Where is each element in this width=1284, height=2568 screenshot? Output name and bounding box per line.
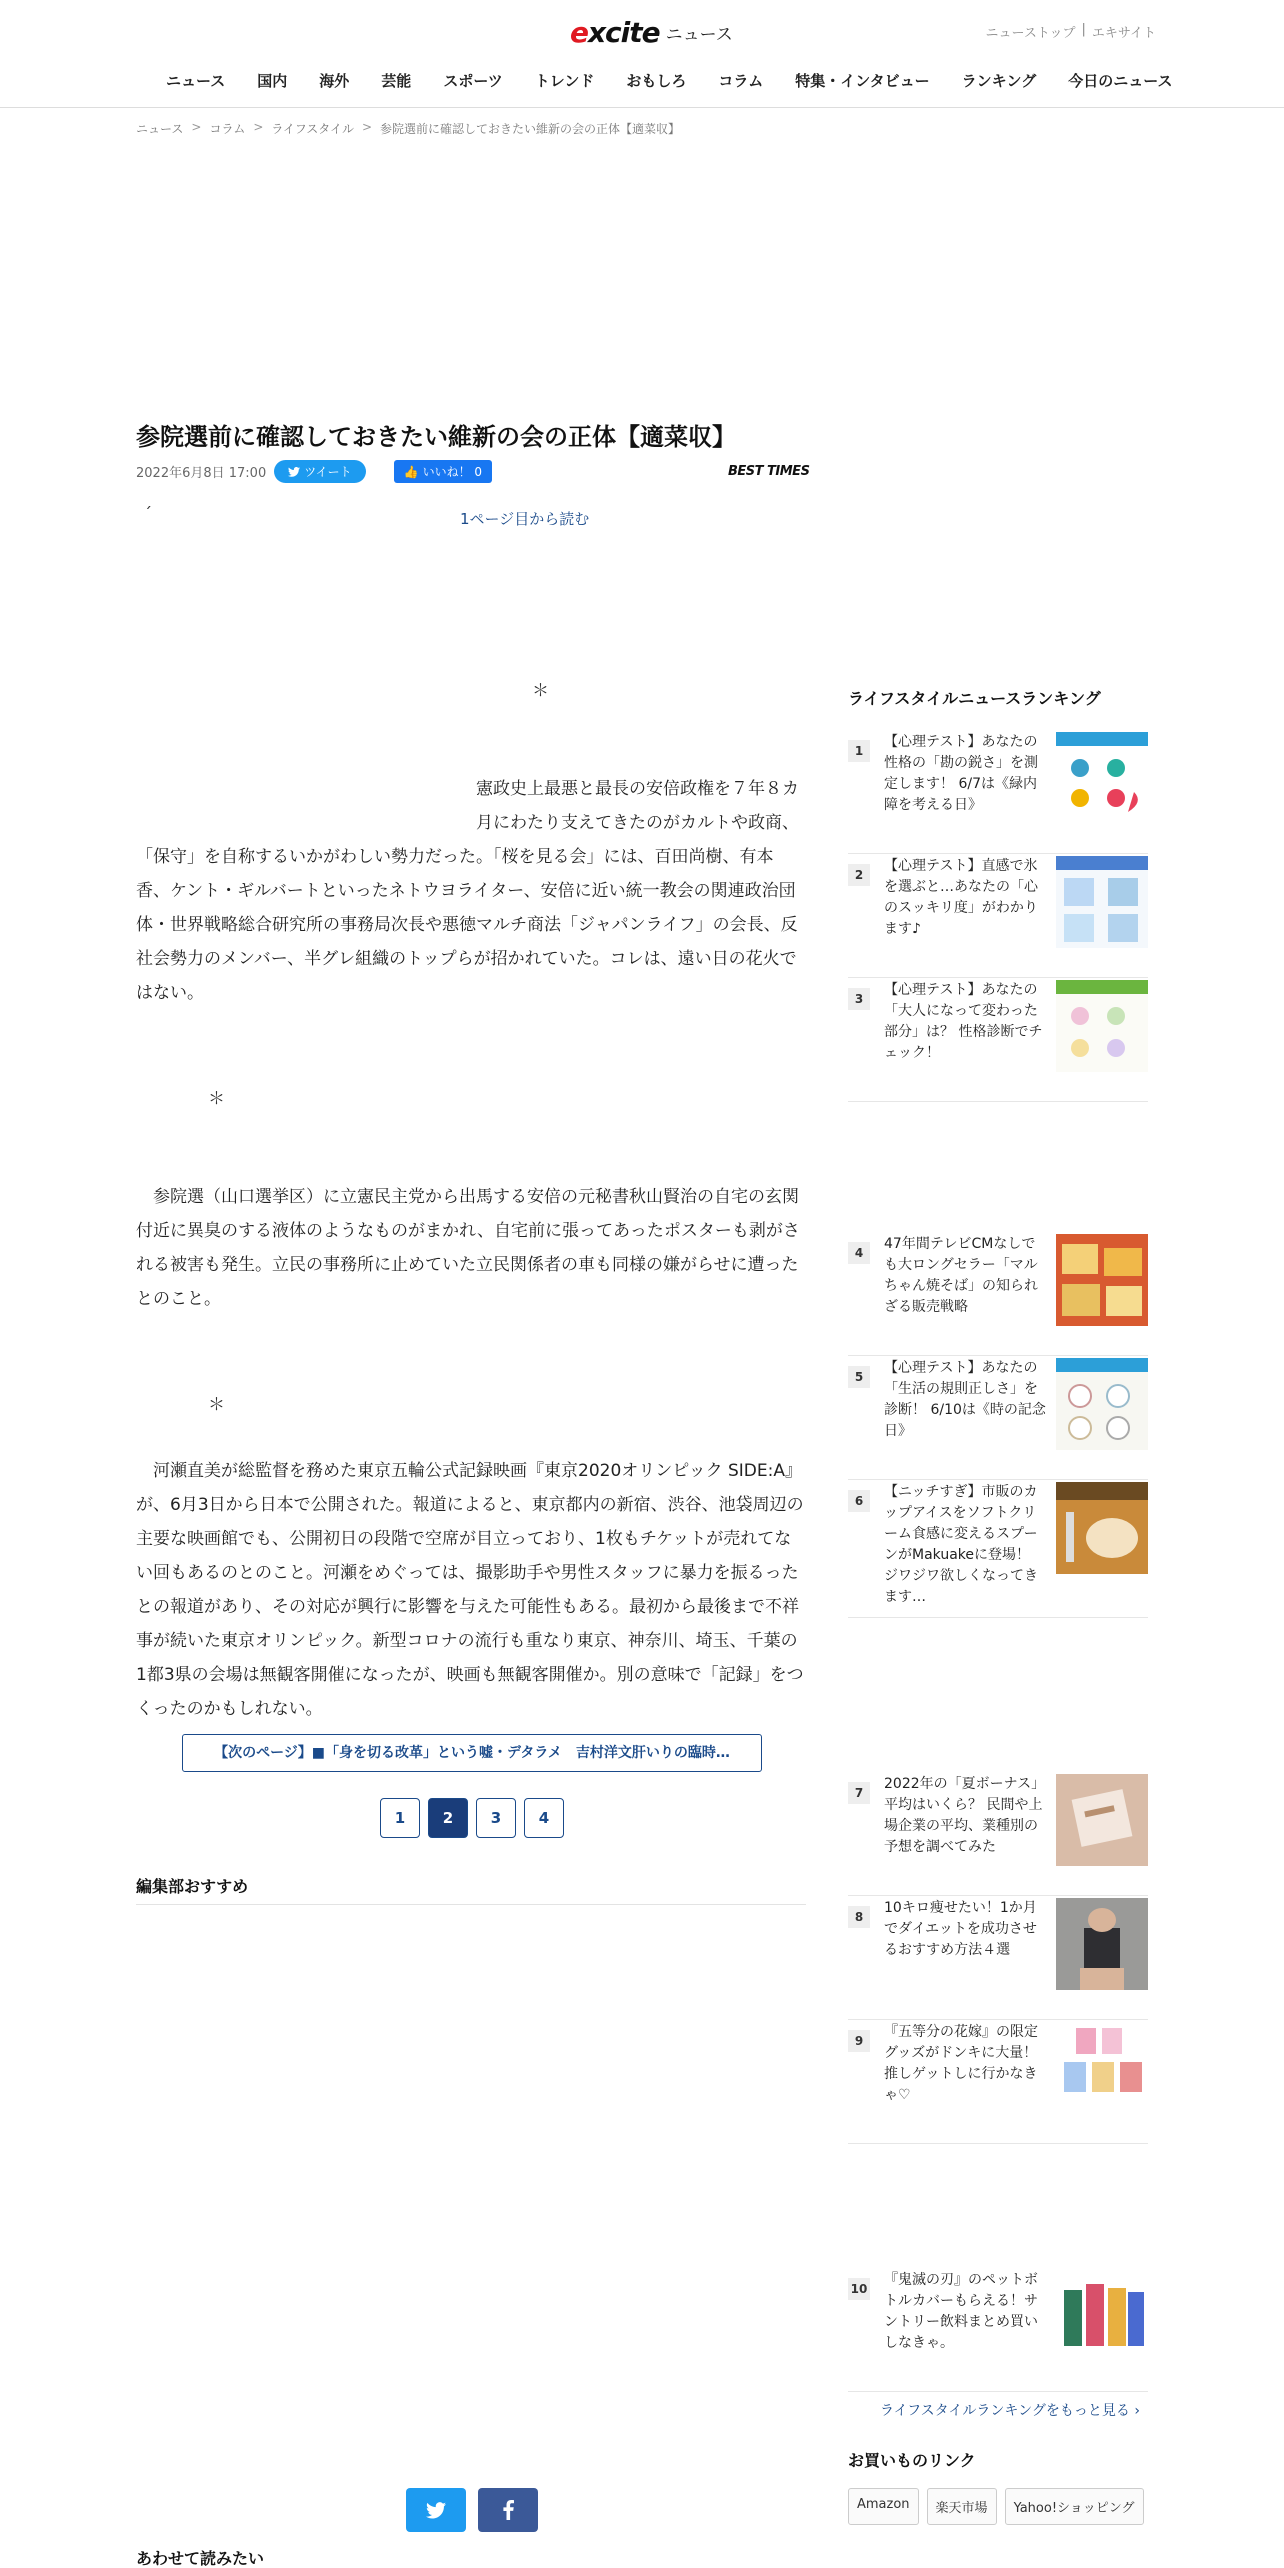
logo-sub: ニュース xyxy=(665,24,733,45)
like-label: いいね！ 0 xyxy=(422,465,483,479)
ranking-item[interactable] xyxy=(848,732,1148,854)
first-page-mark: ´ xyxy=(144,504,152,523)
read-from-first-page-link[interactable]: 1ページ目から読む xyxy=(460,510,590,528)
ranking-item[interactable] xyxy=(848,2270,1148,2392)
rank-number: 9 xyxy=(848,2030,870,2052)
rank-text: 【心理テスト】あなたの「生活の規則正しさ」を診断！ 6/10は《時の記念日》 xyxy=(884,1360,1046,1439)
nav-ranking[interactable]: ランキング xyxy=(961,72,1037,90)
ranking-item[interactable] xyxy=(848,1482,1148,1618)
rank-number: 6 xyxy=(848,1490,870,1512)
rank-text: 『鬼滅の刃』のペットボトルカバーもらえる！サントリー飲料まとめ買いしなきゃ。 xyxy=(884,2272,1038,2351)
tweet-label: ツイート xyxy=(304,465,352,479)
ranking-item[interactable] xyxy=(848,980,1148,1102)
rank-number: 3 xyxy=(848,988,870,1010)
bonus-thumbnail xyxy=(1056,1774,1148,1866)
article-meta xyxy=(136,460,492,483)
rank-number: 8 xyxy=(848,1906,870,1928)
nav-sports[interactable]: スポーツ xyxy=(443,72,503,90)
twitter-bird-icon xyxy=(288,467,300,477)
ranking-title: ライフスタイルニュースランキング xyxy=(848,689,1101,708)
more-ranking-label: ライフスタイルランキングをもっと見る xyxy=(880,2403,1130,2419)
ranking-item[interactable] xyxy=(848,1358,1148,1480)
paragraph-1-line-1: 憲政史上最悪と最長の安倍政権を７年８カ xyxy=(476,779,799,799)
site-header xyxy=(0,0,1284,108)
breadcrumb-separator: > xyxy=(191,120,202,134)
shopping-links xyxy=(848,2488,1144,2525)
rank-text: 【心理テスト】直感で氷を選ぶと…あなたの「心のスッキリ度」がわかります♪ xyxy=(884,858,1038,937)
shopping-links-title: お買いものリンク xyxy=(848,2451,976,2470)
paragraph-2: 参院選（山口選挙区）に立憲民主党から出馬する安倍の元秘書秋山賢治の自宅の玄関付近に異臭のする液体のようなものがまかれ、自宅前に張ってあったポスターも剥がされる被害も発生。立民の事務所に止めていた立民関係者の車も同様の嫌がらせに遭ったとのこと。 xyxy=(136,1187,800,1309)
section-star: ＊ xyxy=(532,681,549,701)
breadcrumb-lifestyle[interactable]: ライフスタイル xyxy=(271,122,354,136)
amazon-link[interactable]: Amazon xyxy=(848,2488,919,2525)
main-nav xyxy=(150,70,1188,91)
breadcrumb-separator: > xyxy=(253,120,264,134)
nav-trend[interactable]: トレンド xyxy=(534,72,595,90)
ranking-item[interactable] xyxy=(848,1898,1148,2020)
breadcrumb-separator: > xyxy=(361,120,373,134)
rank-text: 『五等分の花嫁』の限定グッズがドンキに大量！ 推しゲットしに行かなきゃ♡ xyxy=(884,2024,1038,2103)
breadcrumb-current: 参院選前に確認しておきたい維新の会の正体【適菜収】 xyxy=(380,122,681,136)
rank-number: 10 xyxy=(848,2278,870,2300)
paragraph-3: 河瀬直美が総監督を務めた東京五輪公式記録映画『東京2020オリンピック SIDE:A』が、6月3日から日本で公開された。報道によると、東京都内の新宿、渋谷、池袋周辺の主要な映画館でも、公開初日の段階で空席が目立っており、1枚もチケットが売れてない回もあるのとのこと。河瀬をめぐっては、撮影助手や男性スタッフに暴力を振るったとの報道があり、その対応が興行に影響を与えた可能性もある。最初から最後まで不祥事が続いた東京オリンピック。新型コロナの流行も重なり東京、神奈川、埼玉、千葉の1都3県の会場は無観客開催になったが、映画も無観客開催か。別の意味で「記録」をつくったのかもしれない。 xyxy=(136,1461,804,1719)
top-link-separator: | xyxy=(1081,22,1086,37)
nav-feature[interactable]: 特集・インタビュー xyxy=(795,72,930,90)
yakisoba-thumbnail xyxy=(1056,1234,1148,1326)
ice-spoon-thumbnail xyxy=(1056,1482,1148,1574)
paragraph-1: 「保守」を自称するいかがわしい勢力だった。「桜を見る会」には、百田尚樹、有本香、ケント・ギルバートといったネトウヨライター、安倍に近い統一教会の関連政治団体・世界戦略総合研究所の事務局次長や悪徳マルチ商法「ジャパンライフ」の会長、反社会勢力のメンバー、半グレ組織のトップらが招かれていた。コレは、遠い日の花火ではない。 xyxy=(136,847,798,1003)
top-links xyxy=(986,22,1156,41)
rank-number: 1 xyxy=(848,740,870,762)
psychology-test-thumbnail xyxy=(1056,732,1148,824)
excite-news-logo[interactable] xyxy=(570,12,733,52)
twitter-bird-icon xyxy=(426,2502,446,2519)
editor-recommend-title: 編集部おすすめ xyxy=(136,1877,249,1896)
rank-number: 2 xyxy=(848,864,870,886)
section-star: ＊ xyxy=(208,1089,225,1109)
breadcrumb-news[interactable]: ニュース xyxy=(136,122,184,136)
nav-domestic[interactable]: 国内 xyxy=(257,72,288,90)
nav-news[interactable]: ニュース xyxy=(166,72,226,90)
excite-link[interactable]: エキサイト xyxy=(1091,26,1156,41)
yahoo-shopping-link[interactable]: Yahoo!ショッピング xyxy=(1005,2488,1144,2525)
section-star: ＊ xyxy=(208,1395,225,1415)
share-facebook-button[interactable] xyxy=(478,2488,538,2532)
page-2-button[interactable]: 2 xyxy=(428,1798,468,1838)
best-times-logo[interactable]: BEST TIMES xyxy=(728,464,810,479)
rank-number: 7 xyxy=(848,1782,870,1804)
rank-number: 5 xyxy=(848,1366,870,1388)
paragraph-1-line-2: 月にわたり支えてきたのがカルトや政商、 xyxy=(476,813,799,833)
article-date: 2022年6月8日 17:00 xyxy=(136,466,267,481)
art-test-thumbnail xyxy=(1056,980,1148,1072)
share-twitter-button[interactable] xyxy=(406,2488,466,2532)
pagination xyxy=(380,1798,564,1838)
news-top-link[interactable]: ニューストップ xyxy=(985,26,1076,41)
rank-text: 【心理テスト】あなたの「大人になって変わった部分」は？ 性格診断でチェック！ xyxy=(884,982,1043,1061)
facebook-f-icon xyxy=(503,2500,514,2520)
rank-text: 10キロ痩せたい！1か月でダイエットを成功させるおすすめ方法４選 xyxy=(884,1900,1037,1958)
rakuten-link[interactable]: 楽天市場 xyxy=(927,2488,997,2525)
ranking-item[interactable] xyxy=(848,856,1148,978)
breadcrumb-column[interactable]: コラム xyxy=(209,122,246,136)
nav-overseas[interactable]: 海外 xyxy=(319,72,350,90)
nav-funny[interactable]: おもしろ xyxy=(626,72,687,90)
nav-entertainment[interactable]: 芸能 xyxy=(381,72,412,90)
nav-column[interactable]: コラム xyxy=(718,72,764,90)
logo-text: excite xyxy=(570,15,660,49)
rank-text: 【ニッチすぎ】市販のカップアイスをソフトクリーム食感に変えるスプーンがMakuakeに登場！ ジワジワ欲しくなってきます… xyxy=(884,1484,1038,1605)
ranking-item[interactable] xyxy=(848,1234,1148,1356)
rank-text: 2022年の「夏ボーナス」平均はいくら？ 民間や上場企業の平均、業種別の予想を調べてみた xyxy=(884,1776,1046,1855)
page-1-button[interactable]: 1 xyxy=(380,1798,420,1838)
more-ranking-link[interactable] xyxy=(880,2400,1140,2420)
nav-today[interactable]: 今日のニュース xyxy=(1068,72,1173,90)
ice-test-thumbnail xyxy=(1056,856,1148,948)
kimetsu-bottle-cover-thumbnail xyxy=(1056,2270,1148,2362)
facebook-like-button[interactable] xyxy=(394,460,492,483)
tweet-button[interactable] xyxy=(274,460,365,483)
divider xyxy=(136,1904,806,1905)
rank-number: 4 xyxy=(848,1242,870,1264)
page-4-button[interactable]: 4 xyxy=(524,1798,564,1838)
gotoubun-goods-thumbnail xyxy=(1056,2022,1148,2114)
clock-test-thumbnail xyxy=(1056,1358,1148,1450)
article-title: 参院選前に確認しておきたい維新の会の正体【適菜収】 xyxy=(136,423,736,451)
diet-thumbnail xyxy=(1056,1898,1148,1990)
thumbs-up-icon: 👍 xyxy=(403,464,419,479)
breadcrumb xyxy=(136,120,680,137)
ranking-item[interactable] xyxy=(848,1774,1148,1896)
related-title: あわせて読みたい xyxy=(136,2549,265,2568)
paragraph-1-lead xyxy=(476,772,806,840)
rank-text: 47年間テレビCMなしでも大ロングセラー「マルちゃん焼そば」の知られざる販売戦略 xyxy=(884,1236,1038,1315)
chevron-right-icon: › xyxy=(1134,2403,1140,2419)
rank-text: 【心理テスト】あなたの性格の「勘の鋭さ」を測定します！ 6/7は《緑内障を考える日》 xyxy=(884,734,1038,813)
page-3-button[interactable]: 3 xyxy=(476,1798,516,1838)
ranking-item[interactable] xyxy=(848,2022,1148,2144)
next-page-link[interactable]: 【次のページ】■「身を切る改革」という嘘・デタラメ 吉村洋文肝いりの臨時… xyxy=(182,1734,762,1772)
